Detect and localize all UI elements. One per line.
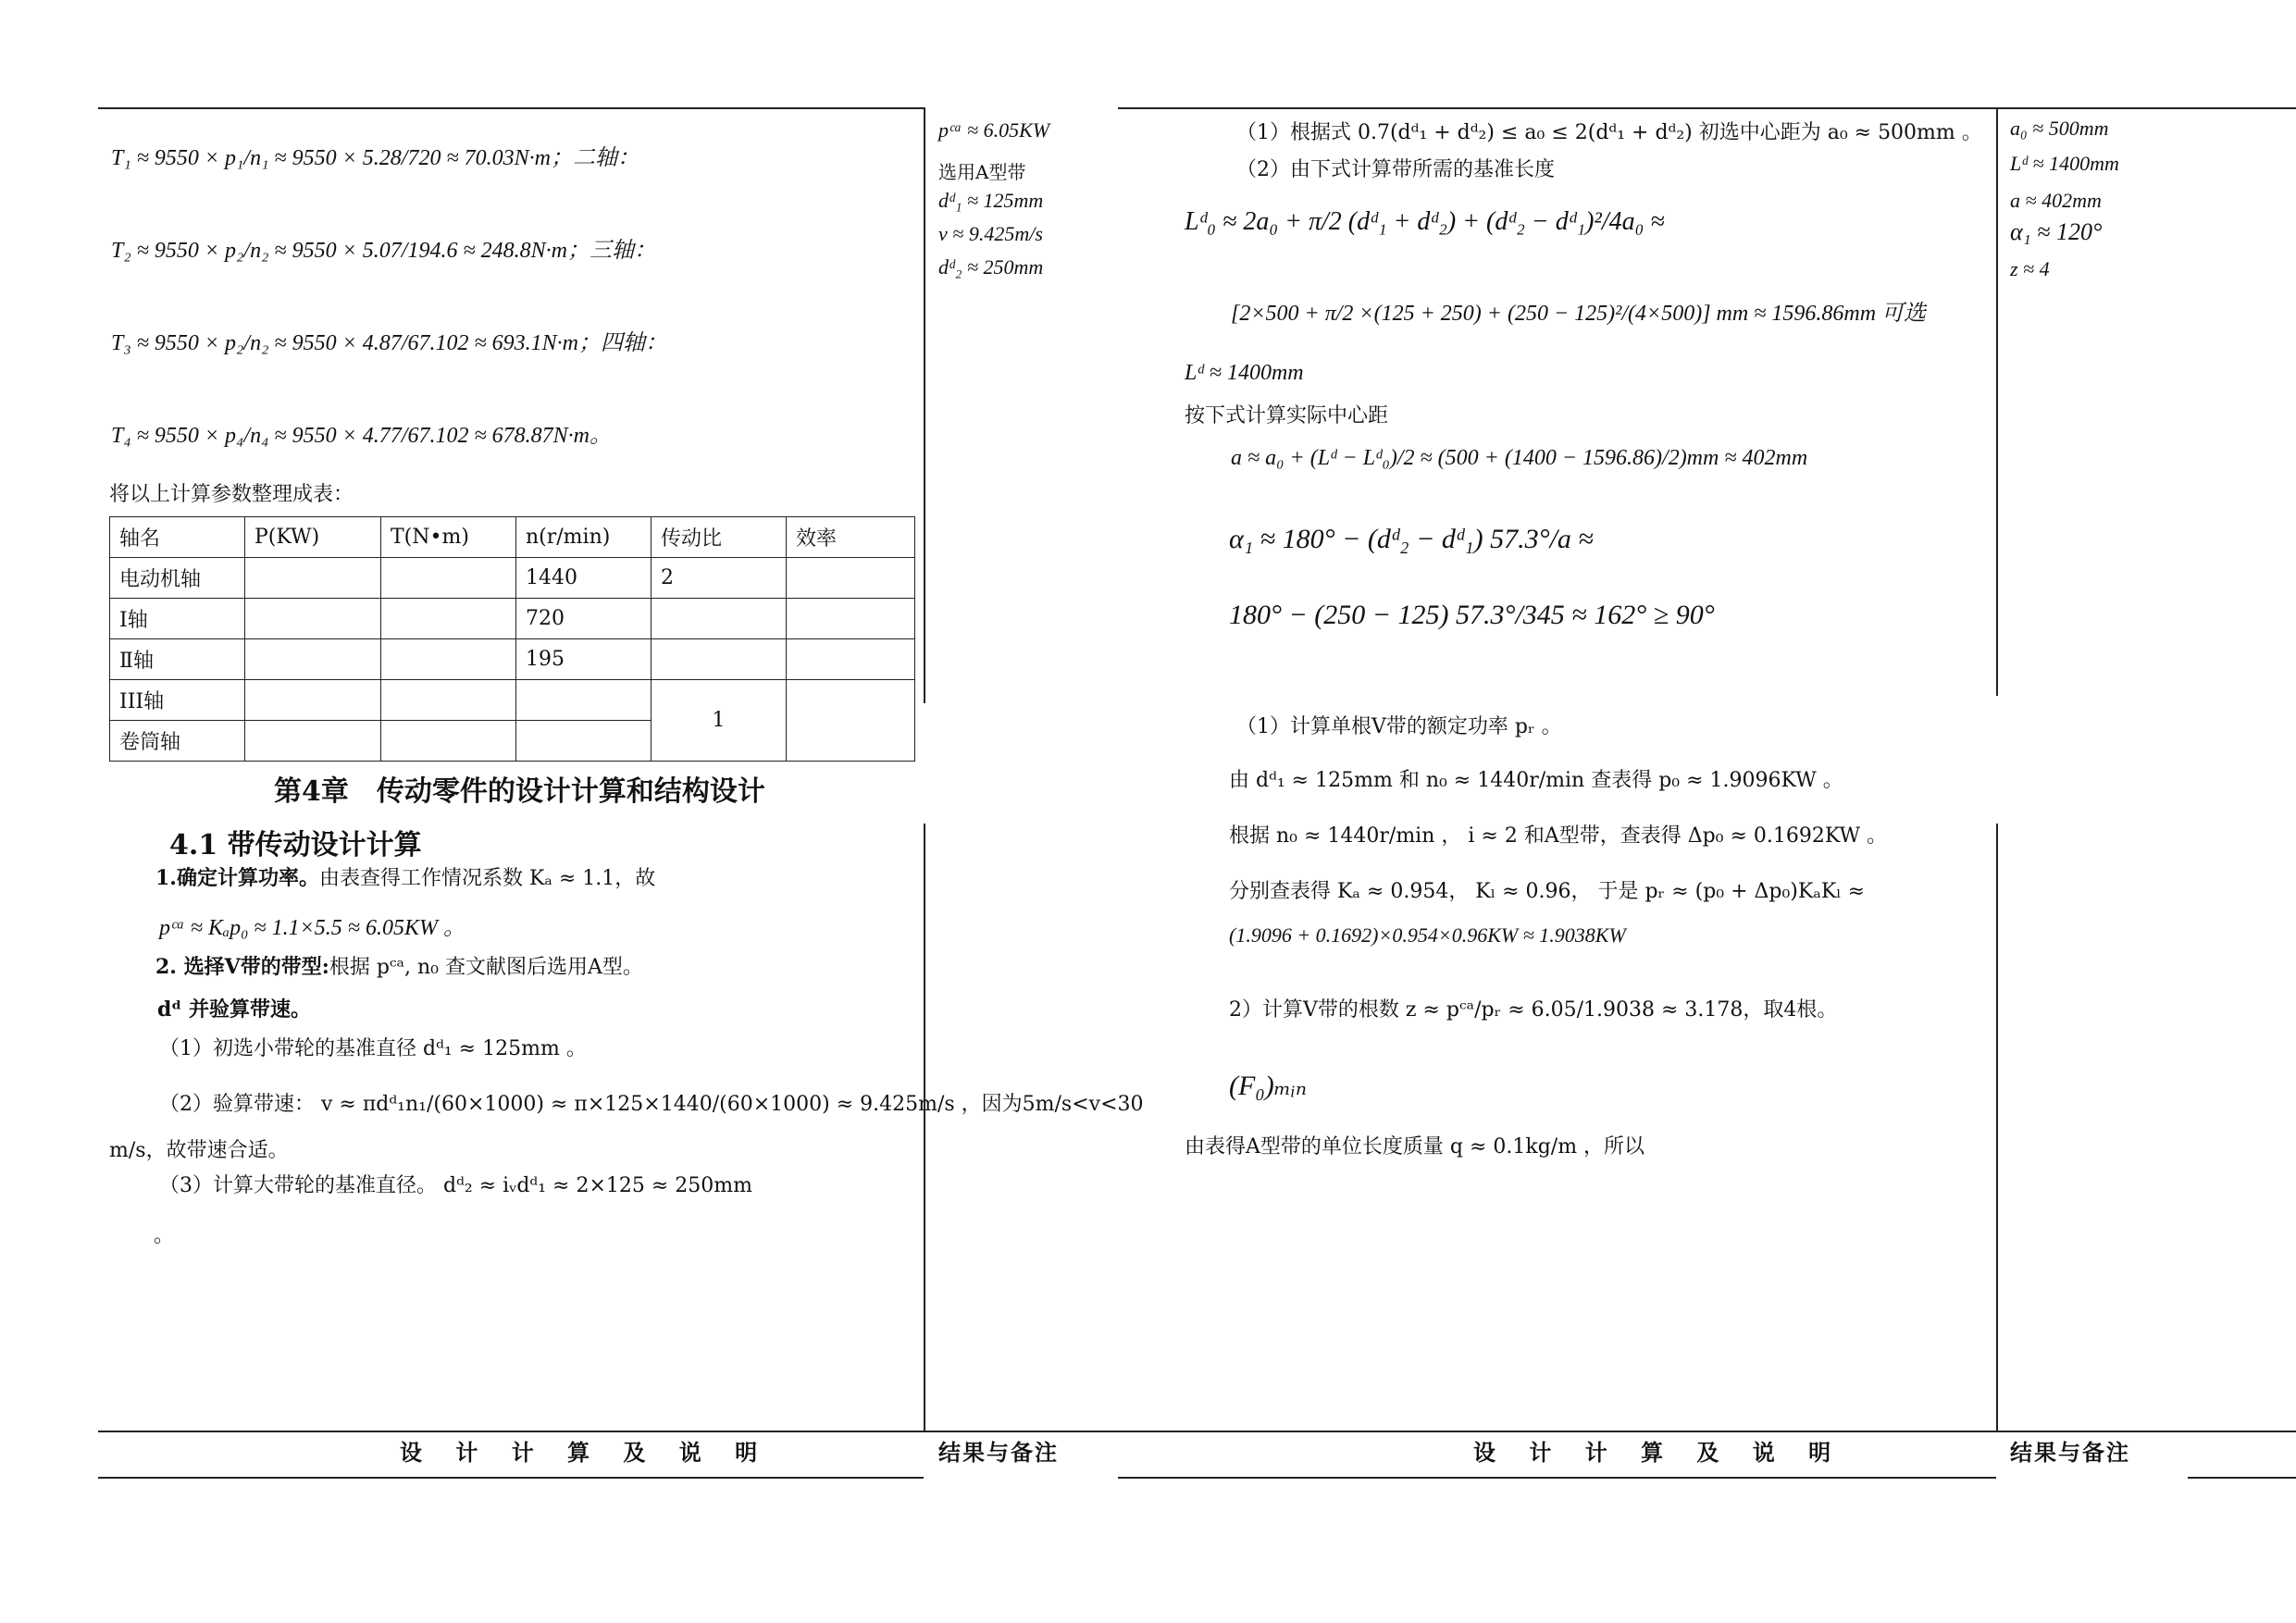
torque-line-1: T₁ ≈ 9550 × p₁/n₁ ≈ 9550 × 5.28/720 ≈ 70.03N·m；二轴： [111,146,639,170]
table-intro: 将以上计算参数整理成表： [109,483,354,506]
footer-rule-bottom-mid [1118,1477,1996,1479]
belt-count-line: 2）计算V带的根数 z ≈ pᶜᵃ/pᵣ ≈ 6.05/1.9038 ≈ 3.178，取4根。 [1229,998,1838,1022]
footer-rule-top-mid [924,1431,1996,1432]
parameter-table [109,516,915,762]
table-header-row [110,517,915,558]
right-result-2: Lᵈ ≈ 1400mm [2010,152,2119,175]
step2-text: 根据 pᶜᵃ, n₀ 查文献图后选用A型。 [329,956,643,979]
rated-power-line-1: 由 dᵈ₁ ≈ 125mm 和 n₀ ≈ 1440r/min 查表得 p₀ ≈ 1.9096KW 。 [1229,769,1843,792]
table-cell [245,639,381,680]
belt-length-intro: （2）由下式计算带所需的基准长度 [1236,158,1555,181]
table-cell [652,599,787,639]
left-result-5: dᵈ₂ ≈ 250mm [938,255,1044,279]
footer-result-label-right: 结果与备注 [2010,1440,2130,1466]
table-header-cell: 传动比 [652,517,787,558]
footer-result-label-left: 结果与备注 [938,1440,1059,1466]
table-cell [245,599,381,639]
table-header-cell: 轴名 [110,517,245,558]
table-cell [516,680,652,721]
table-cell [381,599,516,639]
footer-design-label-left: 设 计 计 算 及 说 明 [400,1440,771,1466]
initial-tension-label: (F₀)ₘᵢₙ [1229,1071,1308,1101]
left-result-3: dᵈ₁ ≈ 125mm [938,189,1044,212]
section-title: 4.1 带传动设计计算 [169,829,422,861]
rated-power-title: （1）计算单根V带的额定功率 pᵣ 。 [1236,715,1562,738]
step3-title: dᵈ 并验算带速。 [157,997,311,1022]
table-cell [245,721,381,762]
left-column-divider [924,107,925,703]
table-header-cell: P(KW) [245,517,381,558]
belt-length-selected: Lᵈ ≈ 1400mm [1185,361,1304,385]
rated-power-line-2: 根据 n₀ ≈ 1440r/min ， i ≈ 2 和A型带，查表得 Δp₀ ≈ 0.1692KW 。 [1229,824,1888,848]
footer-design-label-right: 设 计 计 算 及 说 明 [1473,1440,1844,1466]
table-cell [787,639,915,680]
table-cell: 1 [652,680,787,762]
step1-text: 由表查得工作情况系数 Kₐ ≈ 1.1，故 [318,867,656,890]
wrap-angle-formula: α₁ ≈ 180° − (dᵈ₂ − dᵈ₁) 57.3°/a ≈ [1229,524,1594,554]
footer-rule-bottom-right [2188,1477,2296,1479]
table-row [110,680,915,721]
table-cell [381,680,516,721]
step3-1: （1）初选小带轮的基准直径 dᵈ₁ ≈ 125mm 。 [159,1037,587,1060]
footer-rule-top-right [1996,1431,2296,1432]
step1-line [155,862,655,891]
table-cell [652,639,787,680]
torque-line-4: T₄ ≈ 9550 × p₄/n₄ ≈ 9550 × 4.77/67.102 ≈ 678.87N·m。 [111,424,612,448]
right-result-1: a₀ ≈ 500mm [2010,117,2109,140]
table-cell [245,558,381,599]
table-cell: III轴 [110,680,245,721]
top-rule-left [98,107,924,109]
right-column-divider [1996,107,1998,696]
belt-length-formula: Lᵈ₀ ≈ 2a₀ + π/2 (dᵈ₁ + dᵈ₂) + (dᵈ₂ − dᵈ₁)²/4a₀ ≈ [1185,207,1665,236]
step2-title: 2. 选择V带的带型: [155,955,329,979]
table-cell: 195 [516,639,652,680]
belt-length-calc: [2×500 + π/2 ×(125 + 250) + (250 − 125)²/(4×500)] mm ≈ 1596.86mm 可选 [1231,302,1927,326]
torque-line-2: T₂ ≈ 9550 × p₂/n₂ ≈ 9550 × 5.07/194.6 ≈ 248.8N·m；三轴： [111,239,656,263]
step3-3: （3）计算大带轮的基准直径。 dᵈ₂ ≈ iᵥdᵈ₁ ≈ 2×125 ≈ 250mm [159,1174,753,1197]
right-result-5: z ≈ 4 [2010,257,2050,280]
table-cell: 2 [652,558,787,599]
table-cell [381,639,516,680]
left-result-4: v ≈ 9.425m/s [938,222,1043,245]
table-cell [245,680,381,721]
table-row [110,639,915,680]
chapter-title: 第4章 传动零件的设计计算和结构设计 [274,775,765,808]
table-cell [787,680,915,762]
wrap-angle-calc: 180° − (250 − 125) 57.3°/345 ≈ 162° ≥ 90° [1229,600,1715,630]
torque-line-3: T₃ ≈ 9550 × p₂/n₂ ≈ 9550 × 4.87/67.102 ≈ 693.1N·m；四轴： [111,331,667,355]
top-rule-right [1118,107,2296,109]
step3-2b: m/s，故带速合适。 [109,1139,289,1162]
right-column-divider-lower [1996,824,1998,1431]
table-header-cell: T(N•m) [381,517,516,558]
table-row [110,558,915,599]
table-header-cell: 效率 [787,517,915,558]
step1-title: 1.确定计算功率。 [155,866,319,890]
table-cell: 720 [516,599,652,639]
step2-line [155,951,643,980]
actual-distance-intro: 按下式计算实际中心距 [1185,404,1389,427]
step3-2: （2）验算带速： v ≈ πdᵈ₁n₁/(60×1000) ≈ π×125×1440/(60×1000) ≈ 9.425m/s ，因为5m/s<v<30 [159,1093,1144,1116]
rated-power-line-4: (1.9096 + 0.1692)×0.954×0.96KW ≈ 1.9038KW [1229,923,1626,947]
table-cell: Ⅱ轴 [110,639,245,680]
right-result-4: α₁ ≈ 120° [2010,218,2103,245]
belt-mass-line: 由表得A型带的单位长度质量 q ≈ 0.1kg/m ，所以 [1185,1135,1645,1158]
left-result-2: 选用A型带 [938,161,1026,183]
actual-distance-formula: a ≈ a₀ + (Lᵈ − Lᵈ₀)/2 ≈ (500 + (1400 − 1596.86)/2)mm ≈ 402mm [1231,446,1808,470]
right-result-3: a ≈ 402mm [2010,189,2102,212]
table-cell [381,721,516,762]
table-cell: 卷筒轴 [110,721,245,762]
table-cell [516,721,652,762]
left-result-1: pᶜᵃ ≈ 6.05KW [938,118,1050,142]
center-distance-initial: （1）根据式 0.7(dᵈ₁ + dᵈ₂) ≤ a₀ ≤ 2(dᵈ₁ + dᵈ₂) 初选中心距为 a₀ ≈ 500mm 。 [1236,121,1982,144]
left-column-divider-lower [924,824,925,1431]
footer-rule-bottom-left [98,1477,924,1479]
table-cell [787,558,915,599]
footer-rule-top-left [98,1431,924,1432]
trailing-dot: 。 [154,1224,175,1247]
table-header-cell: n(r/min) [516,517,652,558]
table-cell: 电动机轴 [110,558,245,599]
table-cell: Ⅰ轴 [110,599,245,639]
table-cell [381,558,516,599]
rated-power-line-3: 分别查表得 Kₐ ≈ 0.954， Kₗ ≈ 0.96， 于是 pᵣ ≈ (p₀ + Δp₀)KₐKₗ ≈ [1229,880,1866,903]
table-cell [787,599,915,639]
step1-formula: pᶜᵃ ≈ Kₐp₀ ≈ 1.1×5.5 ≈ 6.05KW 。 [159,916,465,940]
table-row [110,599,915,639]
table-cell: 1440 [516,558,652,599]
